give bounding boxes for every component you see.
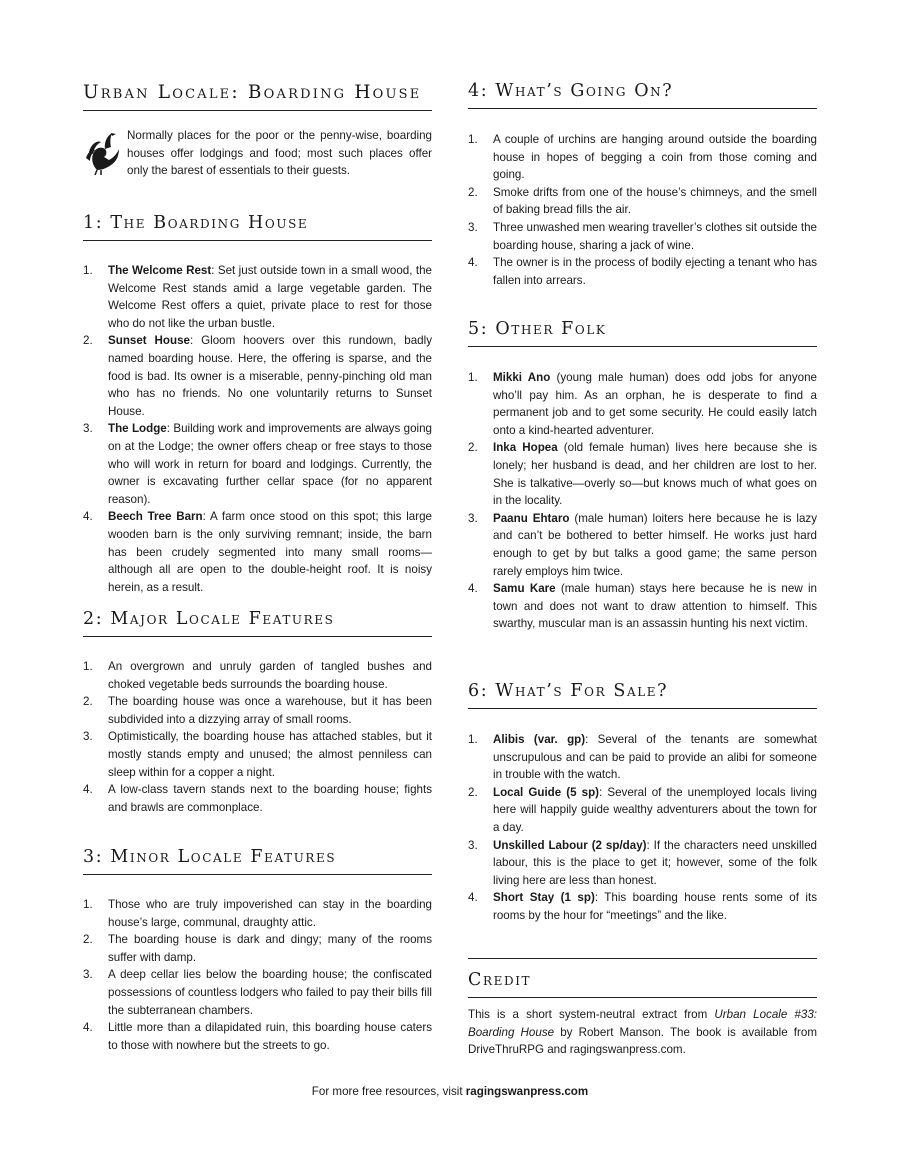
section-heading: 4: What’s Going On? <box>468 80 817 109</box>
list-item: 4. A low-class tavern stands next to the boarding house; fights and brawls are commonplace. <box>83 783 432 814</box>
intro-text: Normally places for the poor or the penny-wise, boarding houses offer lodgings and food; most such places offer only the barest of essentials to their guests. <box>127 129 432 178</box>
intro-paragraph <box>83 127 432 180</box>
list-item: 4. Little more than a dilapidated ruin, this boarding house caters to those with nowhere but the streets to go. <box>83 1021 432 1052</box>
list-item: 1. Mikki Ano (young male human) does odd jobs for anyone who’ll pay him. As an orphan, he is desperate to find a permanent job and to get some security. He could easily latch onto a kind-hearted adventurer. <box>468 371 817 437</box>
minor-features-list <box>83 896 432 1054</box>
list-item: 1. An overgrown and unruly garden of tangled bushes and choked vegetable beds surrounds the boarding house. <box>83 660 432 691</box>
credit-text: This is a short system-neutral extract from Urban Locale #33: Boarding House by Robert Manson. The book is available from DriveThruRPG and ragingswanpress.com. <box>468 1008 817 1057</box>
section-heading: 1: The Boarding House <box>83 212 432 241</box>
boarding-house-list <box>83 262 432 596</box>
list-item: 2. Local Guide (5 sp): Several of the unemployed locals living here will happily guide wealthy adventurers about the town for a day. <box>468 785 818 834</box>
section-heading: 2: Major Locale Features <box>83 608 432 637</box>
list-item: 4. Samu Kare (male human) stays here because he is new in town and does not want to draw attention to himself. This swarthy, muscular man is an assassin hunting his next victim. <box>468 582 817 631</box>
section-heading: 5: Other Folk <box>468 318 817 347</box>
list-item: 3. A deep cellar lies below the boarding house; the confiscated possessions of countless lodgers who failed to pay their bills fill the subterranean chambers. <box>83 968 432 1017</box>
list-item: 2. The boarding house is dark and dingy; many of the rooms suffer with damp. <box>83 933 432 964</box>
whats-for-sale-list <box>468 731 817 925</box>
list-item: 2. Smoke drifts from one of the house’s chimneys, and the smell of baking bread fills the air. <box>468 185 817 217</box>
list-item: 1. Those who are truly impoverished can stay in the boarding house’s large, communal, draughty attic. <box>83 898 432 929</box>
list-item: 2. The boarding house was once a warehouse, but it has been subdivided into a dizzying array of small rooms. <box>83 695 432 726</box>
list-item: 3. Paanu Ehtaro (male human) loiters here because he is lazy and can’t be bothered to better himself. He works just hard enough to get by but talks a good game; the same person rarely employs him twice. <box>468 511 817 578</box>
list-item: 3. Unskilled Labour (2 sp/day): If the characters need unskilled labour, this is the place to get it; however, some of the folk living here are less than honest. <box>468 838 817 887</box>
list-item: 4. Short Stay (1 sp): This boarding house rents some of its rooms by the hour for “meetings” and the like. <box>468 891 818 922</box>
footer: For more free resources, visit ragingswanpress.com <box>311 1085 589 1098</box>
section-heading: 6: What’s For Sale? <box>468 680 817 709</box>
swan-logo-icon <box>83 130 123 176</box>
list-item: 1. The Welcome Rest: Set just outside town in a small wood, the Welcome Rest stands amid a large vegetable garden. The Welcome Rest offers a quiet, private place to rest for those who do not like the urban bustle. <box>83 264 432 330</box>
list-item: 4. Beech Tree Barn: A farm once stood on this spot; this large wooden barn is the only surviving remnant; inside, the barn has been crudely segmented into many small rooms—although all are open to the double-height roof. It is noisy herein, as a result. <box>83 510 432 594</box>
major-features-list <box>83 658 432 816</box>
list-item: 2. Inka Hopea (old female human) lives here because she is lonely; her husband is dead, and her children are lost to her. She is talkative—overly so—but knows much of what goes on in the locality. <box>468 441 817 508</box>
list-item: 1. Alibis (var. gp): Several of the tenants are somewhat unscrupulous and can be paid to provide an alibi for someone in trouble with the watch. <box>468 733 817 782</box>
section-heading: 3: Minor Locale Features <box>83 846 432 875</box>
list-item: 4. The owner is in the process of bodily ejecting a tenant who has fallen into arrears. <box>468 256 817 287</box>
list-item: 3. The Lodge: Building work and improvements are always going on at the Lodge; the owner offers cheap or free stays to those who will work in return for board and lodgings. Currently, the owner is excavating further cellar space (for no apparent reason). <box>83 422 433 506</box>
whats-going-on-list <box>468 131 817 289</box>
list-item: 1. A couple of urchins are hanging around outside the boarding house in hopes of begging a coin from those coming and going. <box>468 133 817 182</box>
list-item: 3. Optimistically, the boarding house has attached stables, but it mostly stands empty and unused; the almost penniless can sleep within for a copper a night. <box>83 730 432 779</box>
other-folk-list <box>468 369 817 633</box>
list-item: 3. Three unwashed men wearing traveller’s clothes sit outside the boarding house, sharing a jack of wine. <box>468 220 817 252</box>
credit-heading: Credit <box>468 958 817 998</box>
list-item: 2. Sunset House: Gloom hoovers over this rundown, badly named boarding house. Here, the offering is sparse, and the food is bad. Its owner is a miserable, penny-pinching old man who has no friends. No one voluntarily returns to Sunset House. <box>83 334 432 418</box>
footer-link[interactable]: ragingswanpress.com <box>465 1085 589 1098</box>
page-title: Urban Locale: Boarding House <box>83 82 432 111</box>
